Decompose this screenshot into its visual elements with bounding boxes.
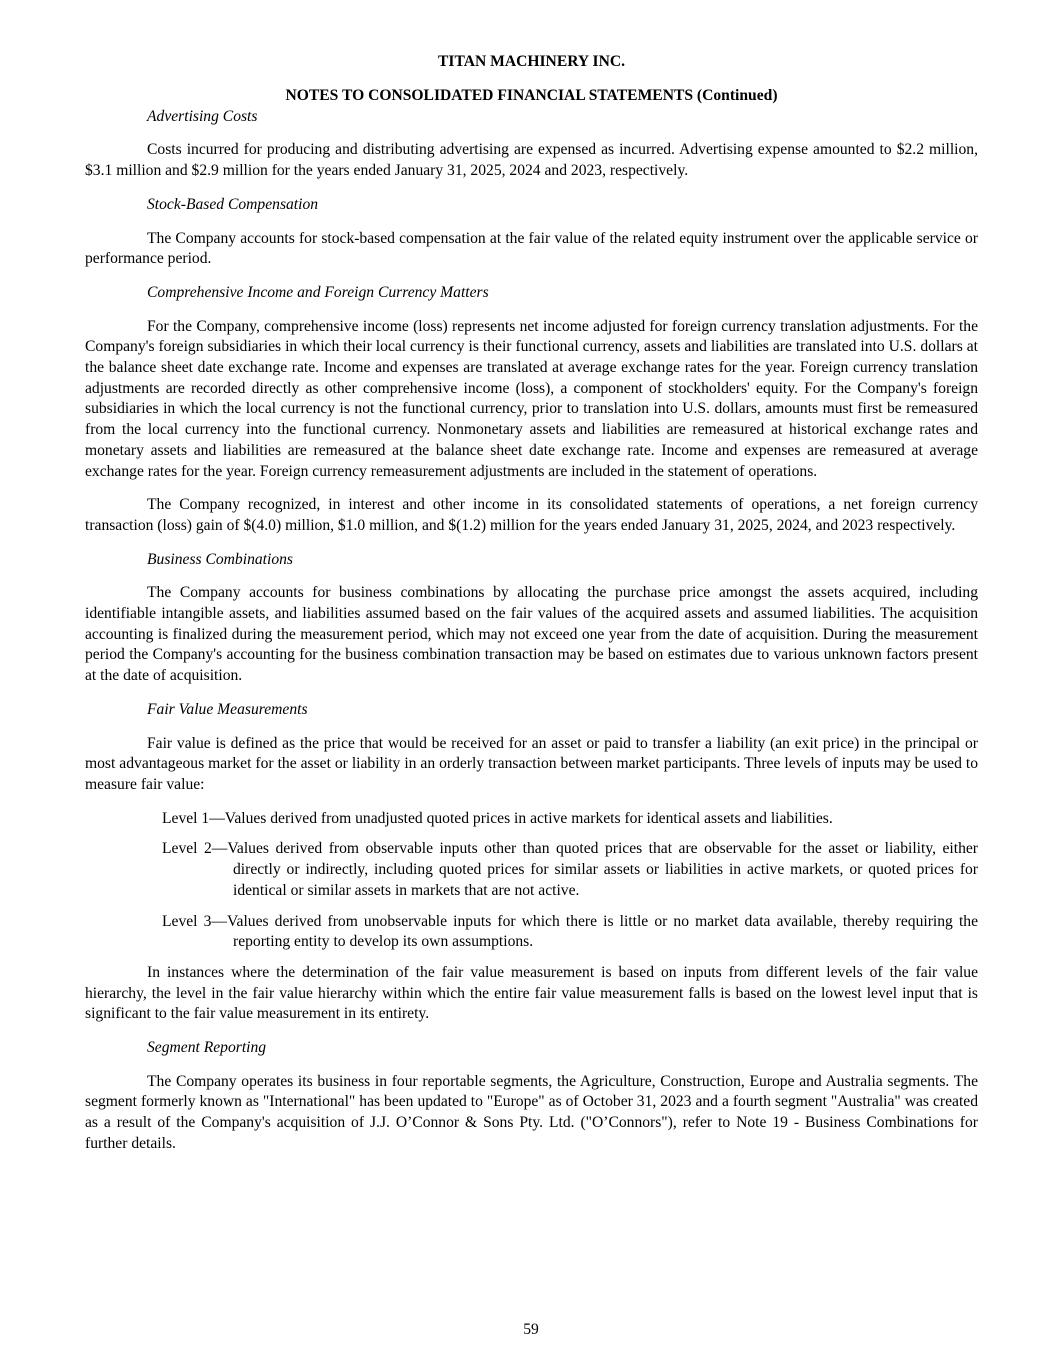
paragraph-comprehensive-1: For the Company, comprehensive income (loss) represents net income adjusted for foreign currency translation adjustments. For the Company's foreign subsidiaries in which their local currency is their functional currency, assets and liabilities are translated into U.S. dollars at the balance sheet date exchange rate. Income and expenses are translated at average exchange rates for the year. Foreign currency translation adjustments are recorded directly as other comprehensive income (loss), a component of stockholders' equity. For the Company's foreign subsidiaries in which the local currency is not the functional currency, prior to translation into U.S. dollars, amounts must first be remeasured from the local currency into the functional currency. Nonmonetary assets and liabilities are remeasured at historical exchange rates and monetary assets and liabilities are remeasured at the balance sheet date exchange rate. Income and expenses are remeasured at average exchange rates for the year. Foreign currency remeasurement adjustments are included in the statement of operations. — [85, 317, 978, 480]
section-heading-stock-comp: Stock-Based Compensation — [147, 195, 319, 213]
paragraph-fair-value-closing: In instances where the determination of the fair value measurement is based on inputs from different levels of the fair value hierarchy, the level in the fair value hierarchy within which the entire fair value measurement falls is based on the lowest level input that is significant to the fair value measurement in its entirety. — [85, 963, 978, 1023]
document-page — [85, 52, 978, 1155]
paragraph-comprehensive-2: The Company recognized, in interest and other income in its consolidated statements of operations, a net foreign currency transaction (loss) gain of $(4.0) million, $1.0 million, and $(1.2) million for the years ended January 31, 2025, 2024, and 2023 respectively. — [85, 496, 978, 534]
paragraph-segment: The Company operates its business in four reportable segments, the Agriculture, Construction, Europe and Australia segments. The segment formerly known as "International" has been updated to "Europe" as of October 31, 2023 and a fourth segment "Australia" was created as a result of the Company's acquisition of J.J. O’Connor & Sons Pty. Ltd. ("O’Connors"), refer to Note 19 - Business Combinations for further details. — [85, 1072, 978, 1152]
section-heading-comprehensive: Comprehensive Income and Foreign Currency Matters — [147, 283, 489, 301]
section-heading-business-combinations: Business Combinations — [147, 550, 293, 568]
list-item-level-1: Level 1—Values derived from unadjusted quoted prices in active markets for identical assets and liabilities. — [162, 809, 833, 827]
section-heading-fair-value: Fair Value Measurements — [147, 700, 308, 718]
paragraph-advertising: Costs incurred for producing and distributing advertising are expensed as incurred. Advertising expense amounted to $2.2 million, $3.1 million and $2.9 million for the years ended January 31, 2025, 2024 and 2023, respectively. — [85, 141, 978, 180]
list-item-level-2: Level 2—Values derived from observable inputs other than quoted prices that are observable for the asset or liability, either directly or indirectly, including quoted prices for similar assets or liabilities in active markets, or quoted prices for identical or similar assets in markets that are not active. — [162, 840, 978, 899]
paragraph-fair-value-intro: Fair value is defined as the price that would be received for an asset or paid to transfer a liability (an exit price) in the principal or most advantageous market for the asset or liability in an orderly transaction between market participants. Three levels of inputs may be used to measure fair value: — [85, 734, 978, 793]
section-heading-segment: Segment Reporting — [147, 1039, 267, 1057]
company-name: TITAN MACHINERY INC. — [437, 53, 626, 70]
fair-value-levels-list — [85, 809, 978, 953]
section-heading-advertising: Advertising Costs — [147, 107, 258, 125]
notes-title: NOTES TO CONSOLIDATED FINANCIAL STATEMENTS (Continued) — [285, 87, 778, 104]
list-item-level-3: Level 3—Values derived from unobservable inputs for which there is little or no market data available, thereby requiring the reporting entity to develop its own assumptions. — [162, 912, 978, 951]
paragraph-stock-comp: The Company accounts for stock-based compensation at the fair value of the related equity instrument over the applicable service or performance period. — [85, 229, 978, 268]
page-number: 59 — [523, 1321, 539, 1338]
paragraph-business-combinations: The Company accounts for business combinations by allocating the purchase price amongst the assets acquired, including identifiable intangible assets, and liabilities assumed based on the fair values of the acquired assets and assumed liabilities. The acquisition accounting is finalized during the measurement period, which may not exceed one year from the date of acquisition. During the measurement period the Company's accounting for the business combination transaction may be based on estimates due to various unknown factors present at the date of acquisition. — [85, 584, 978, 685]
